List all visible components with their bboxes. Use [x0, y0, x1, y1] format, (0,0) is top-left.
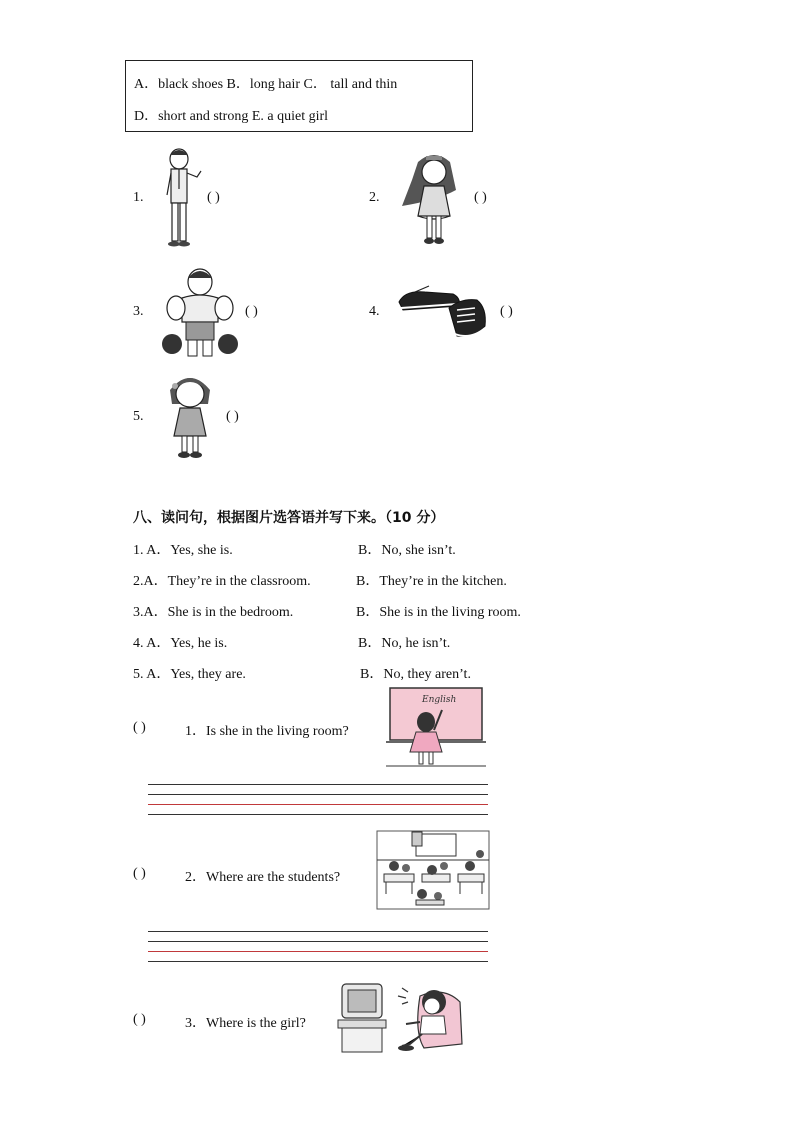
options-box: [125, 60, 473, 132]
option-1a: 1. A．Yes, she is.: [133, 543, 233, 558]
question-1-text: 1．Is she in the living room?: [185, 724, 349, 739]
item-4-number: 4.: [369, 304, 380, 319]
option-2b: B．They’re in the kitchen.: [356, 574, 507, 589]
option-4b: B．No, he isn’t.: [358, 636, 451, 651]
option-1b: B．No, she isn’t.: [358, 543, 456, 558]
options-line-1: A．black shoes B．long hair C． tall and thin: [134, 77, 398, 92]
item-1-number: 1.: [133, 190, 144, 205]
item-1-answer-blank[interactable]: ( ): [207, 190, 220, 205]
question-3-text: 3．Where is the girl?: [185, 1016, 306, 1031]
item-2-answer-blank[interactable]: ( ): [474, 190, 487, 205]
option-5b: B．No, they aren’t.: [360, 667, 471, 682]
option-4a: 4. A．Yes, he is.: [133, 636, 228, 651]
board-text: English: [422, 695, 457, 705]
item-2-number: 2.: [369, 190, 380, 205]
item-4-answer-blank[interactable]: ( ): [500, 304, 513, 319]
classroom-illustration: [376, 830, 490, 910]
options-line-2: D．short and strong E. a quiet girl: [134, 109, 329, 124]
question-3-answer-blank[interactable]: ( ): [133, 1012, 146, 1027]
option-2a: 2.A．They’re in the classroom.: [133, 574, 311, 589]
item-5-number: 5.: [133, 409, 144, 424]
question-2-answer-blank[interactable]: ( ): [133, 866, 146, 881]
girl-at-blackboard-illustration: [386, 686, 486, 768]
question-2-text: 2．Where are the students?: [185, 870, 341, 885]
option-3a: 3.A．She is in the bedroom.: [133, 605, 294, 620]
girl-watching-tv-illustration: [336, 978, 466, 1056]
section-8-heading: 八、读问句，根据图片选答语并写下来。（10 分）: [133, 510, 445, 526]
long-hair-girl-illustration: [398, 150, 466, 246]
tall-thin-man-illustration: [155, 145, 210, 250]
black-shoes-illustration: [395, 280, 495, 342]
short-strong-man-illustration: [160, 264, 240, 359]
item-3-number: 3.: [133, 304, 144, 319]
option-5a: 5. A．Yes, they are.: [133, 667, 246, 682]
item-5-answer-blank[interactable]: ( ): [226, 409, 239, 424]
item-3-answer-blank[interactable]: ( ): [245, 304, 258, 319]
question-1-answer-blank[interactable]: ( ): [133, 720, 146, 735]
option-3b: B．She is in the living room.: [356, 605, 521, 620]
quiet-girl-illustration: [160, 370, 220, 462]
